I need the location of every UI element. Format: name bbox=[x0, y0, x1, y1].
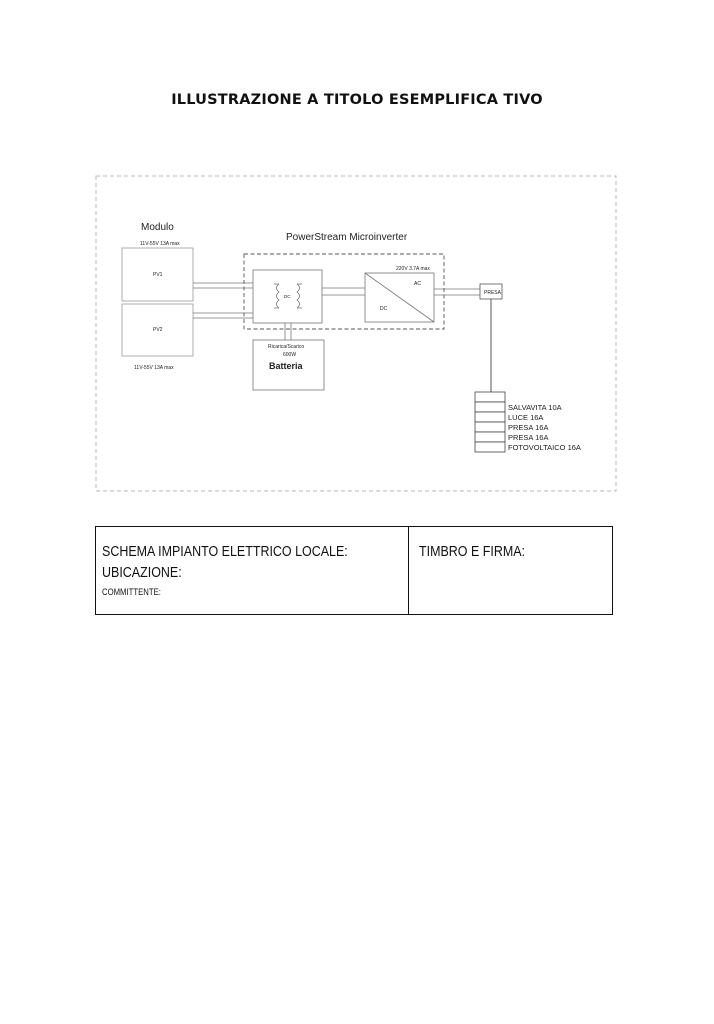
microinverter-label: PowerStream Microinverter bbox=[286, 232, 408, 243]
schema-label: SCHEMA IMPIANTO ELETTRICO LOCALE: bbox=[102, 544, 348, 560]
inverter-dc-label: DC bbox=[380, 306, 388, 312]
battery-charge-label: Ricarica/Scarico bbox=[268, 344, 305, 350]
breaker-label: PRESA 16A bbox=[508, 433, 549, 442]
breaker-label: PRESA 16A bbox=[508, 423, 549, 432]
stamp-signature-label: TIMBRO E FIRMA: bbox=[419, 544, 525, 560]
info-box bbox=[95, 526, 613, 615]
breaker-slot bbox=[475, 422, 505, 432]
page-title: ILLUSTRAZIONE A TITOLO ESEMPLIFICA TIVO bbox=[171, 92, 543, 108]
breaker-slot bbox=[475, 432, 505, 442]
inverter-ac-label: AC bbox=[414, 281, 421, 287]
presa-label: PRESA bbox=[484, 290, 501, 296]
ubicazione-label: UBICAZIONE: bbox=[102, 565, 182, 581]
breaker-slot bbox=[475, 442, 505, 452]
inverter-spec: 220V 3.7A max bbox=[396, 266, 430, 272]
committente-label: COMMITTENTE: bbox=[102, 587, 161, 597]
pv1-spec: 11V-55V 13A max bbox=[140, 241, 180, 247]
breaker-slot bbox=[475, 412, 505, 422]
breaker-label: FOTOVOLTAICO 16A bbox=[508, 443, 581, 452]
distribution-panel bbox=[475, 392, 581, 452]
panel-header bbox=[475, 392, 505, 402]
info-box-divider bbox=[408, 527, 409, 614]
modulo-label: Modulo bbox=[141, 222, 174, 233]
pv2-spec: 11V-55V 13A max bbox=[134, 365, 174, 371]
dcdc-label: DC bbox=[284, 294, 291, 299]
breaker-label: LUCE 16A bbox=[508, 413, 544, 422]
breaker-slot bbox=[475, 402, 505, 412]
battery-name: Batteria bbox=[269, 361, 303, 371]
battery-power-label: 600W bbox=[283, 352, 297, 358]
breaker-label: SALVAVITA 10A bbox=[508, 403, 562, 412]
pv1-label: PV1 bbox=[153, 272, 163, 278]
pv2-label: PV2 bbox=[153, 327, 163, 333]
